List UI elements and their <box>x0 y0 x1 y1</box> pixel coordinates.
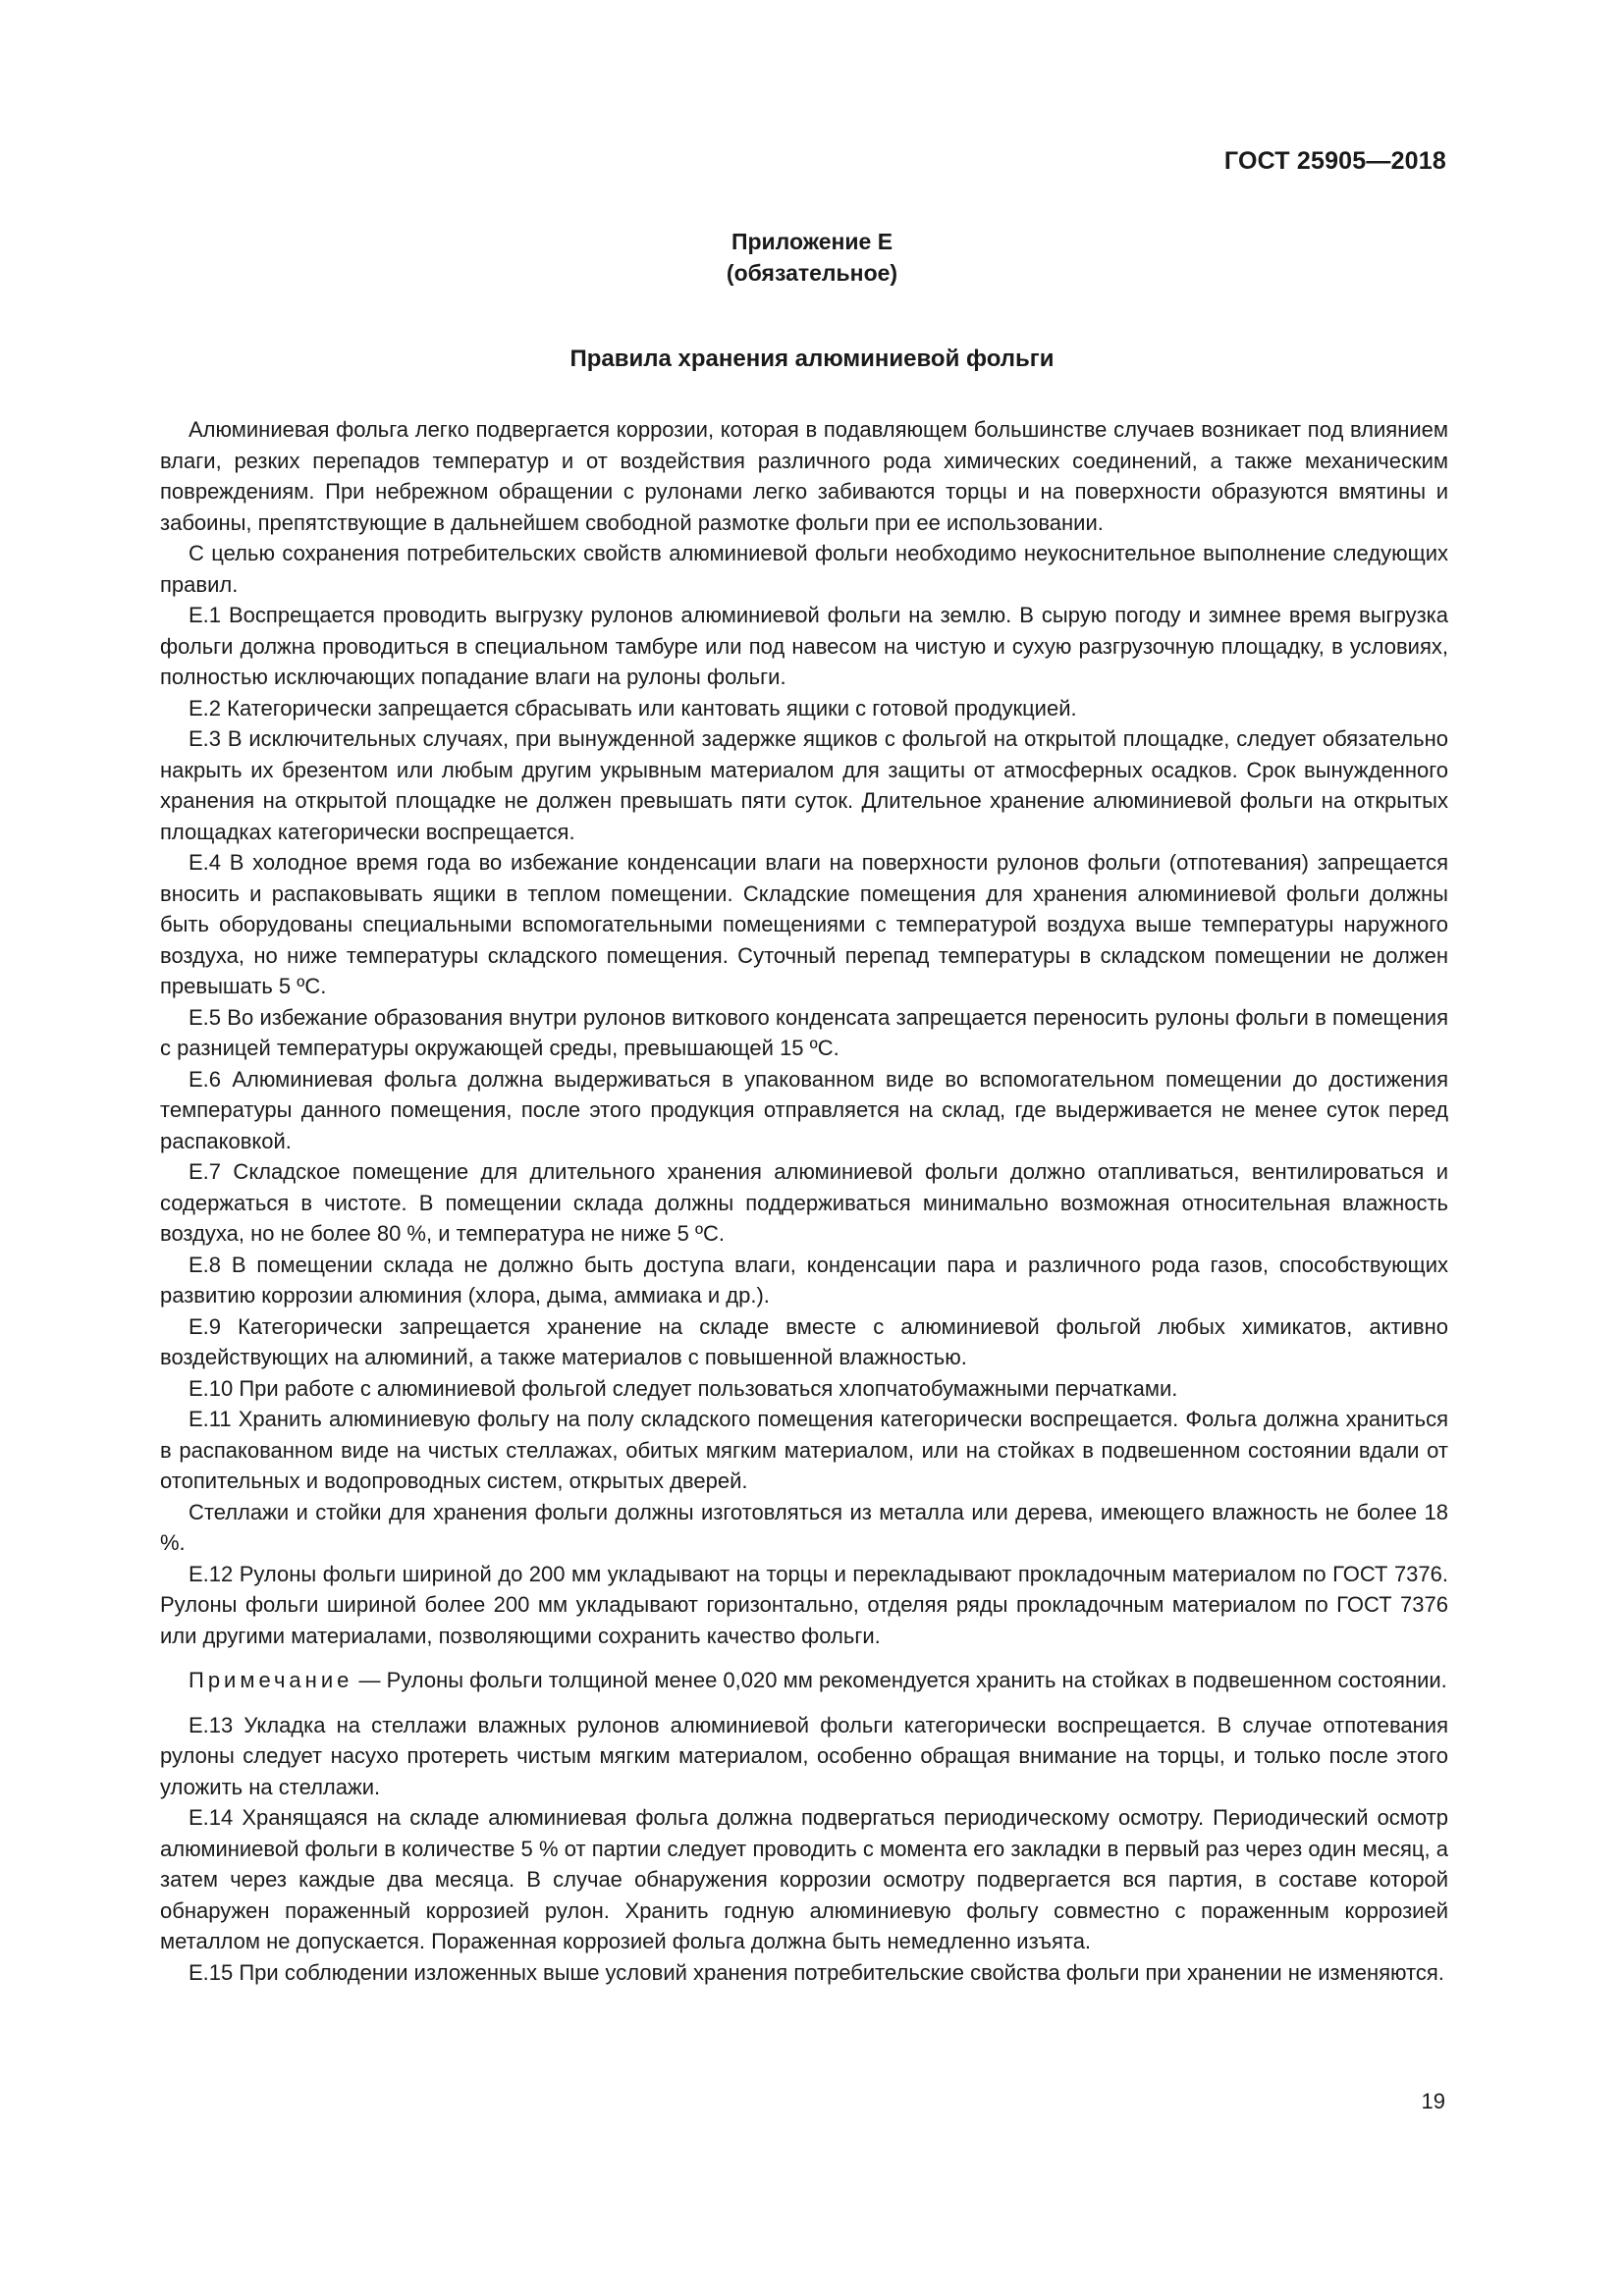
appendix-label: Приложение Е <box>731 229 893 254</box>
clause-e12: Е.12 Рулоны фольги шириной до 200 мм укладывают на торцы и перекладывают прокладочным материалом по ГОСТ 7376. Рулоны фольги шириной более 200 мм укладывают горизонтально, отделяя ряды прокладочным материалом по ГОСТ 7376 или другими материалами, позволяющими сохранить качество фольги. <box>160 1561 1448 1648</box>
clause-e14: Е.14 Хранящаяся на складе алюминиевая фольга должна подвергаться периодическому осмотру. Периодический осмотр алюминиевой фольги в количестве 5 % от партии следует проводить с момента его закладки в первый раз через один месяц, а затем через каждые два месяца. В случае обнаружения коррозии осмотру подвергается вся партия, в составе которой обнаружен пораженный коррозией рулон. Хранить годную алюминиевую фольгу совместно с пораженным коррозией металлом не допускается. Пораженная коррозией фольга должна быть немедленно изъята. <box>160 1805 1448 1953</box>
paragraph-intro-2: С целью сохранения потребительских свойств алюминиевой фольги необходимо неукоснительное выполнение следующих правил. <box>160 541 1448 597</box>
standard-code: ГОСТ 25905—2018 <box>1223 147 1446 175</box>
clause-e3: Е.3 В исключительных случаях, при вынужденной задержке ящиков с фольгой на открытой площадке, следует обязательно накрыть их брезентом или любым другим укрывным материалом для защиты от атмосферных осадков. Срок вынужденного хранения на открытой площадке не должен превышать пяти суток. Длительное хранение алюминиевой фольги на открытых площадках категорически воспрещается. <box>160 726 1448 844</box>
clause-e7: Е.7 Складское помещение для длительного хранения алюминиевой фольги должно отапливаться, вентилироваться и содержаться в чистоте. В помещении склада должны поддерживаться минимально возможная относительная влажность воздуха, но не более 80 %, и температура не ниже 5 ºС. <box>160 1159 1448 1246</box>
page-number: 19 <box>1421 2089 1445 2113</box>
clause-e4: Е.4 В холодное время года во избежание конденсации влаги на поверхности рулонов фольги (отпотевания) запрещается вносить и распаковывать ящики в теплом помещении. Складские помещения для хранения алюминиевой фольги должны быть оборудованы специальными вспомогательными помещениями с температурой воздуха выше температуры наружного воздуха, но ниже температуры складского помещения. Суточный перепад температуры в складском помещении не должен превышать 5 ºС. <box>160 850 1448 998</box>
appendix-status: (обязательное) <box>726 260 898 286</box>
clause-e11-continuation: Стеллажи и стойки для хранения фольги должны изготовляться из металла или дерева, имеющего влажность не более 18 %. <box>160 1499 1448 1555</box>
clause-e8: Е.8 В помещении склада не должно быть доступа влаги, конденсации пара и различного рода газов, способствующих развитию коррозии алюминия (хлора, дыма, аммиака и др.). <box>160 1252 1448 1308</box>
note-text: — Рулоны фольги толщиной менее 0,020 мм рекомендуется хранить на стойках в подвешенном состоянии. <box>352 1668 1447 1692</box>
clause-e10: Е.10 При работе с алюминиевой фольгой следует пользоваться хлопчатобумажными перчатками. <box>189 1375 1178 1401</box>
clause-e11: Е.11 Хранить алюминиевую фольгу на полу складского помещения категорически воспрещается. Фольга должна храниться в распакованном виде на чистых стеллажах, обитых мягким материалом, или на стойках в подвешенном состоянии вдали от отопительных и водопроводных систем, открытых дверей. <box>160 1407 1448 1493</box>
note-label: Примечание <box>189 1668 353 1692</box>
clause-e13: Е.13 Укладка на стеллажи влажных рулонов алюминиевой фольги категорически воспрещается. В случае отпотевания рулоны следует насухо протереть чистым мягким материалом, особенно обращая внимание на торцы, и только после этого уложить на стеллажи. <box>160 1712 1448 1799</box>
section-title: Правила хранения алюминиевой фольги <box>569 346 1055 372</box>
document-body <box>160 414 1448 1988</box>
clause-e6: Е.6 Алюминиевая фольга должна выдерживаться в упакованном виде во вспомогательном помещении до достижения температуры данного помещения, после этого продукция отправляется на склад, где выдерживается не менее суток перед распаковкой. <box>160 1066 1448 1153</box>
clause-e9: Е.9 Категорически запрещается хранение на складе вместе с алюминиевой фольгой любых химикатов, активно воздействующих на алюминий, а также материалов с повышенной влажностью. <box>160 1313 1448 1369</box>
clause-e2: Е.2 Категорически запрещается сбрасывать или кантовать ящики с готовой продукцией. <box>189 695 1077 721</box>
clause-e1: Е.1 Воспрещается проводить выгрузку рулонов алюминиевой фольги на землю. В сырую погоду и зимнее время выгрузка фольги должна проводиться в специальном тамбуре или под навесом на чистую и сухую разгрузочную площадку, в условиях, полностью исключающих попадание влаги на рулоны фольги. <box>160 603 1448 689</box>
appendix-heading <box>0 226 1624 289</box>
paragraph-intro-1: Алюминиевая фольга легко подвергается коррозии, которая в подавляющем большинстве случаев возникает под влиянием влаги, резких перепадов температур и от воздействия различного рода химических соединений, а также механическим повреждениям. При небрежном обращении с рулонами легко забиваются торцы и на поверхности образуются вмятины и забоины, препятствующие в дальнейшем свободной размотке фольги при ее использовании. <box>160 417 1448 535</box>
note <box>160 1665 1448 1696</box>
clause-e5: Е.5 Во избежание образования внутри рулонов виткового конденсата запрещается переносить рулоны фольги в помещения с разницей температуры окружающей среды, превышающей 15 ºС. <box>160 1004 1448 1060</box>
clause-e15: Е.15 При соблюдении изложенных выше условий хранения потребительские свойства фольги при хранении не изменяются. <box>189 1959 1444 1985</box>
